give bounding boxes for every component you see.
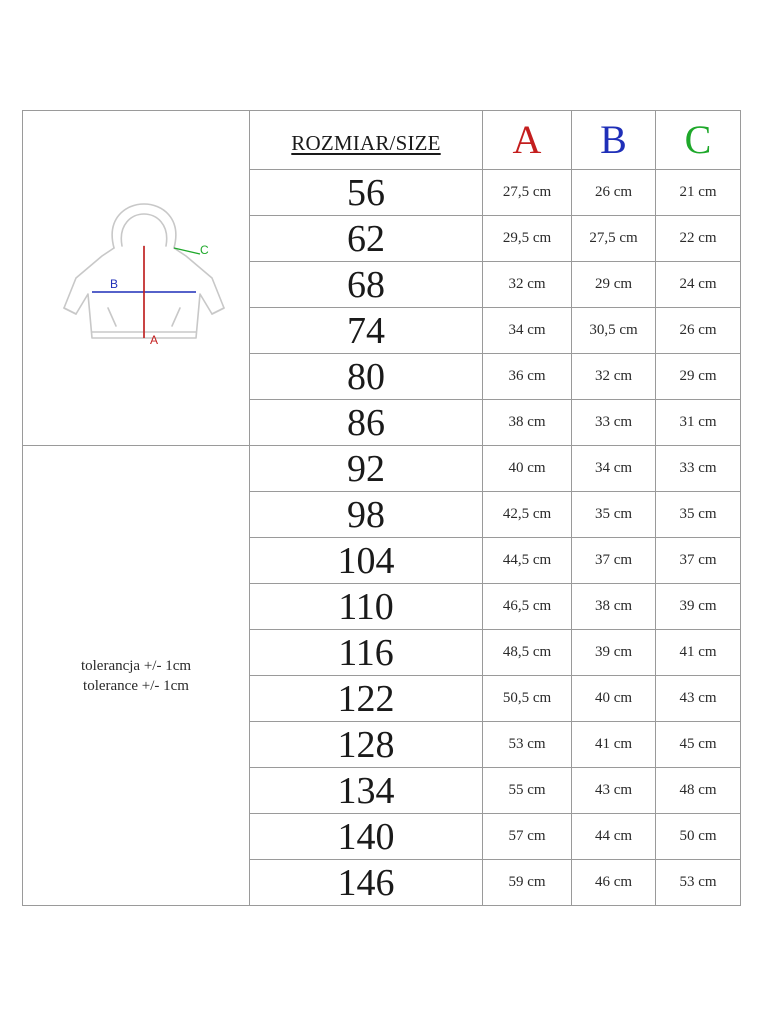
size-value: 146 — [250, 860, 483, 906]
measure-c: 21 cm — [656, 170, 741, 216]
measure-a: 34 cm — [483, 308, 572, 354]
measure-b: 46 cm — [572, 860, 656, 906]
measure-b: 26 cm — [572, 170, 656, 216]
column-c-header: C — [656, 111, 741, 170]
size-value: 110 — [250, 584, 483, 630]
measure-c: 31 cm — [656, 400, 741, 446]
size-chart-table — [22, 110, 741, 906]
measure-b: 35 cm — [572, 492, 656, 538]
measure-c: 24 cm — [656, 262, 741, 308]
measure-b: 30,5 cm — [572, 308, 656, 354]
size-value: 86 — [250, 400, 483, 446]
diagram-label-c: C — [200, 243, 209, 257]
measure-a: 42,5 cm — [483, 492, 572, 538]
measure-b: 29 cm — [572, 262, 656, 308]
measure-c: 37 cm — [656, 538, 741, 584]
measure-a: 48,5 cm — [483, 630, 572, 676]
diagram-label-b: B — [110, 277, 119, 291]
measure-b: 41 cm — [572, 722, 656, 768]
size-value: 104 — [250, 538, 483, 584]
measure-c: 35 cm — [656, 492, 741, 538]
header-row — [23, 111, 741, 170]
measure-a: 27,5 cm — [483, 170, 572, 216]
measure-a: 36 cm — [483, 354, 572, 400]
measure-a: 53 cm — [483, 722, 572, 768]
size-value: 68 — [250, 262, 483, 308]
size-value: 62 — [250, 216, 483, 262]
measure-a: 50,5 cm — [483, 676, 572, 722]
size-value: 98 — [250, 492, 483, 538]
measure-a: 29,5 cm — [483, 216, 572, 262]
measure-c: 33 cm — [656, 446, 741, 492]
measure-a: 44,5 cm — [483, 538, 572, 584]
size-value: 56 — [250, 170, 483, 216]
measure-c: 48 cm — [656, 768, 741, 814]
measure-b: 43 cm — [572, 768, 656, 814]
size-value: 74 — [250, 308, 483, 354]
measure-b: 39 cm — [572, 630, 656, 676]
measure-a: 32 cm — [483, 262, 572, 308]
diagram-label-a: A — [150, 333, 159, 347]
measure-c: 41 cm — [656, 630, 741, 676]
size-value: 134 — [250, 768, 483, 814]
diagram-cell — [23, 111, 250, 446]
jacket-diagram-icon — [36, 198, 236, 358]
measure-c: 53 cm — [656, 860, 741, 906]
column-b-header: B — [572, 111, 656, 170]
size-value: 128 — [250, 722, 483, 768]
tolerance-note-cell — [23, 446, 250, 906]
size-value: 122 — [250, 676, 483, 722]
measure-b: 34 cm — [572, 446, 656, 492]
size-column-header: ROZMIAR/SIZE — [250, 111, 483, 170]
size-value: 140 — [250, 814, 483, 860]
measure-c: 39 cm — [656, 584, 741, 630]
measure-b: 27,5 cm — [572, 216, 656, 262]
column-a-header: A — [483, 111, 572, 170]
measure-c: 50 cm — [656, 814, 741, 860]
measure-b: 32 cm — [572, 354, 656, 400]
measure-b: 38 cm — [572, 584, 656, 630]
size-value: 116 — [250, 630, 483, 676]
measure-c: 26 cm — [656, 308, 741, 354]
measure-a: 59 cm — [483, 860, 572, 906]
measure-c: 29 cm — [656, 354, 741, 400]
measure-a: 57 cm — [483, 814, 572, 860]
size-value: 92 — [250, 446, 483, 492]
measure-a: 40 cm — [483, 446, 572, 492]
measure-c: 45 cm — [656, 722, 741, 768]
measure-b: 40 cm — [572, 676, 656, 722]
measure-c: 43 cm — [656, 676, 741, 722]
size-value: 80 — [250, 354, 483, 400]
tolerance-note-pl: tolerancja +/- 1cm — [80, 657, 192, 674]
measure-a: 46,5 cm — [483, 584, 572, 630]
tolerance-note-en: tolerance +/- 1cm — [83, 677, 189, 694]
measure-b: 37 cm — [572, 538, 656, 584]
measure-b: 33 cm — [572, 400, 656, 446]
measure-b: 44 cm — [572, 814, 656, 860]
measure-a: 38 cm — [483, 400, 572, 446]
table-row — [23, 446, 741, 492]
measure-c: 22 cm — [656, 216, 741, 262]
measure-a: 55 cm — [483, 768, 572, 814]
